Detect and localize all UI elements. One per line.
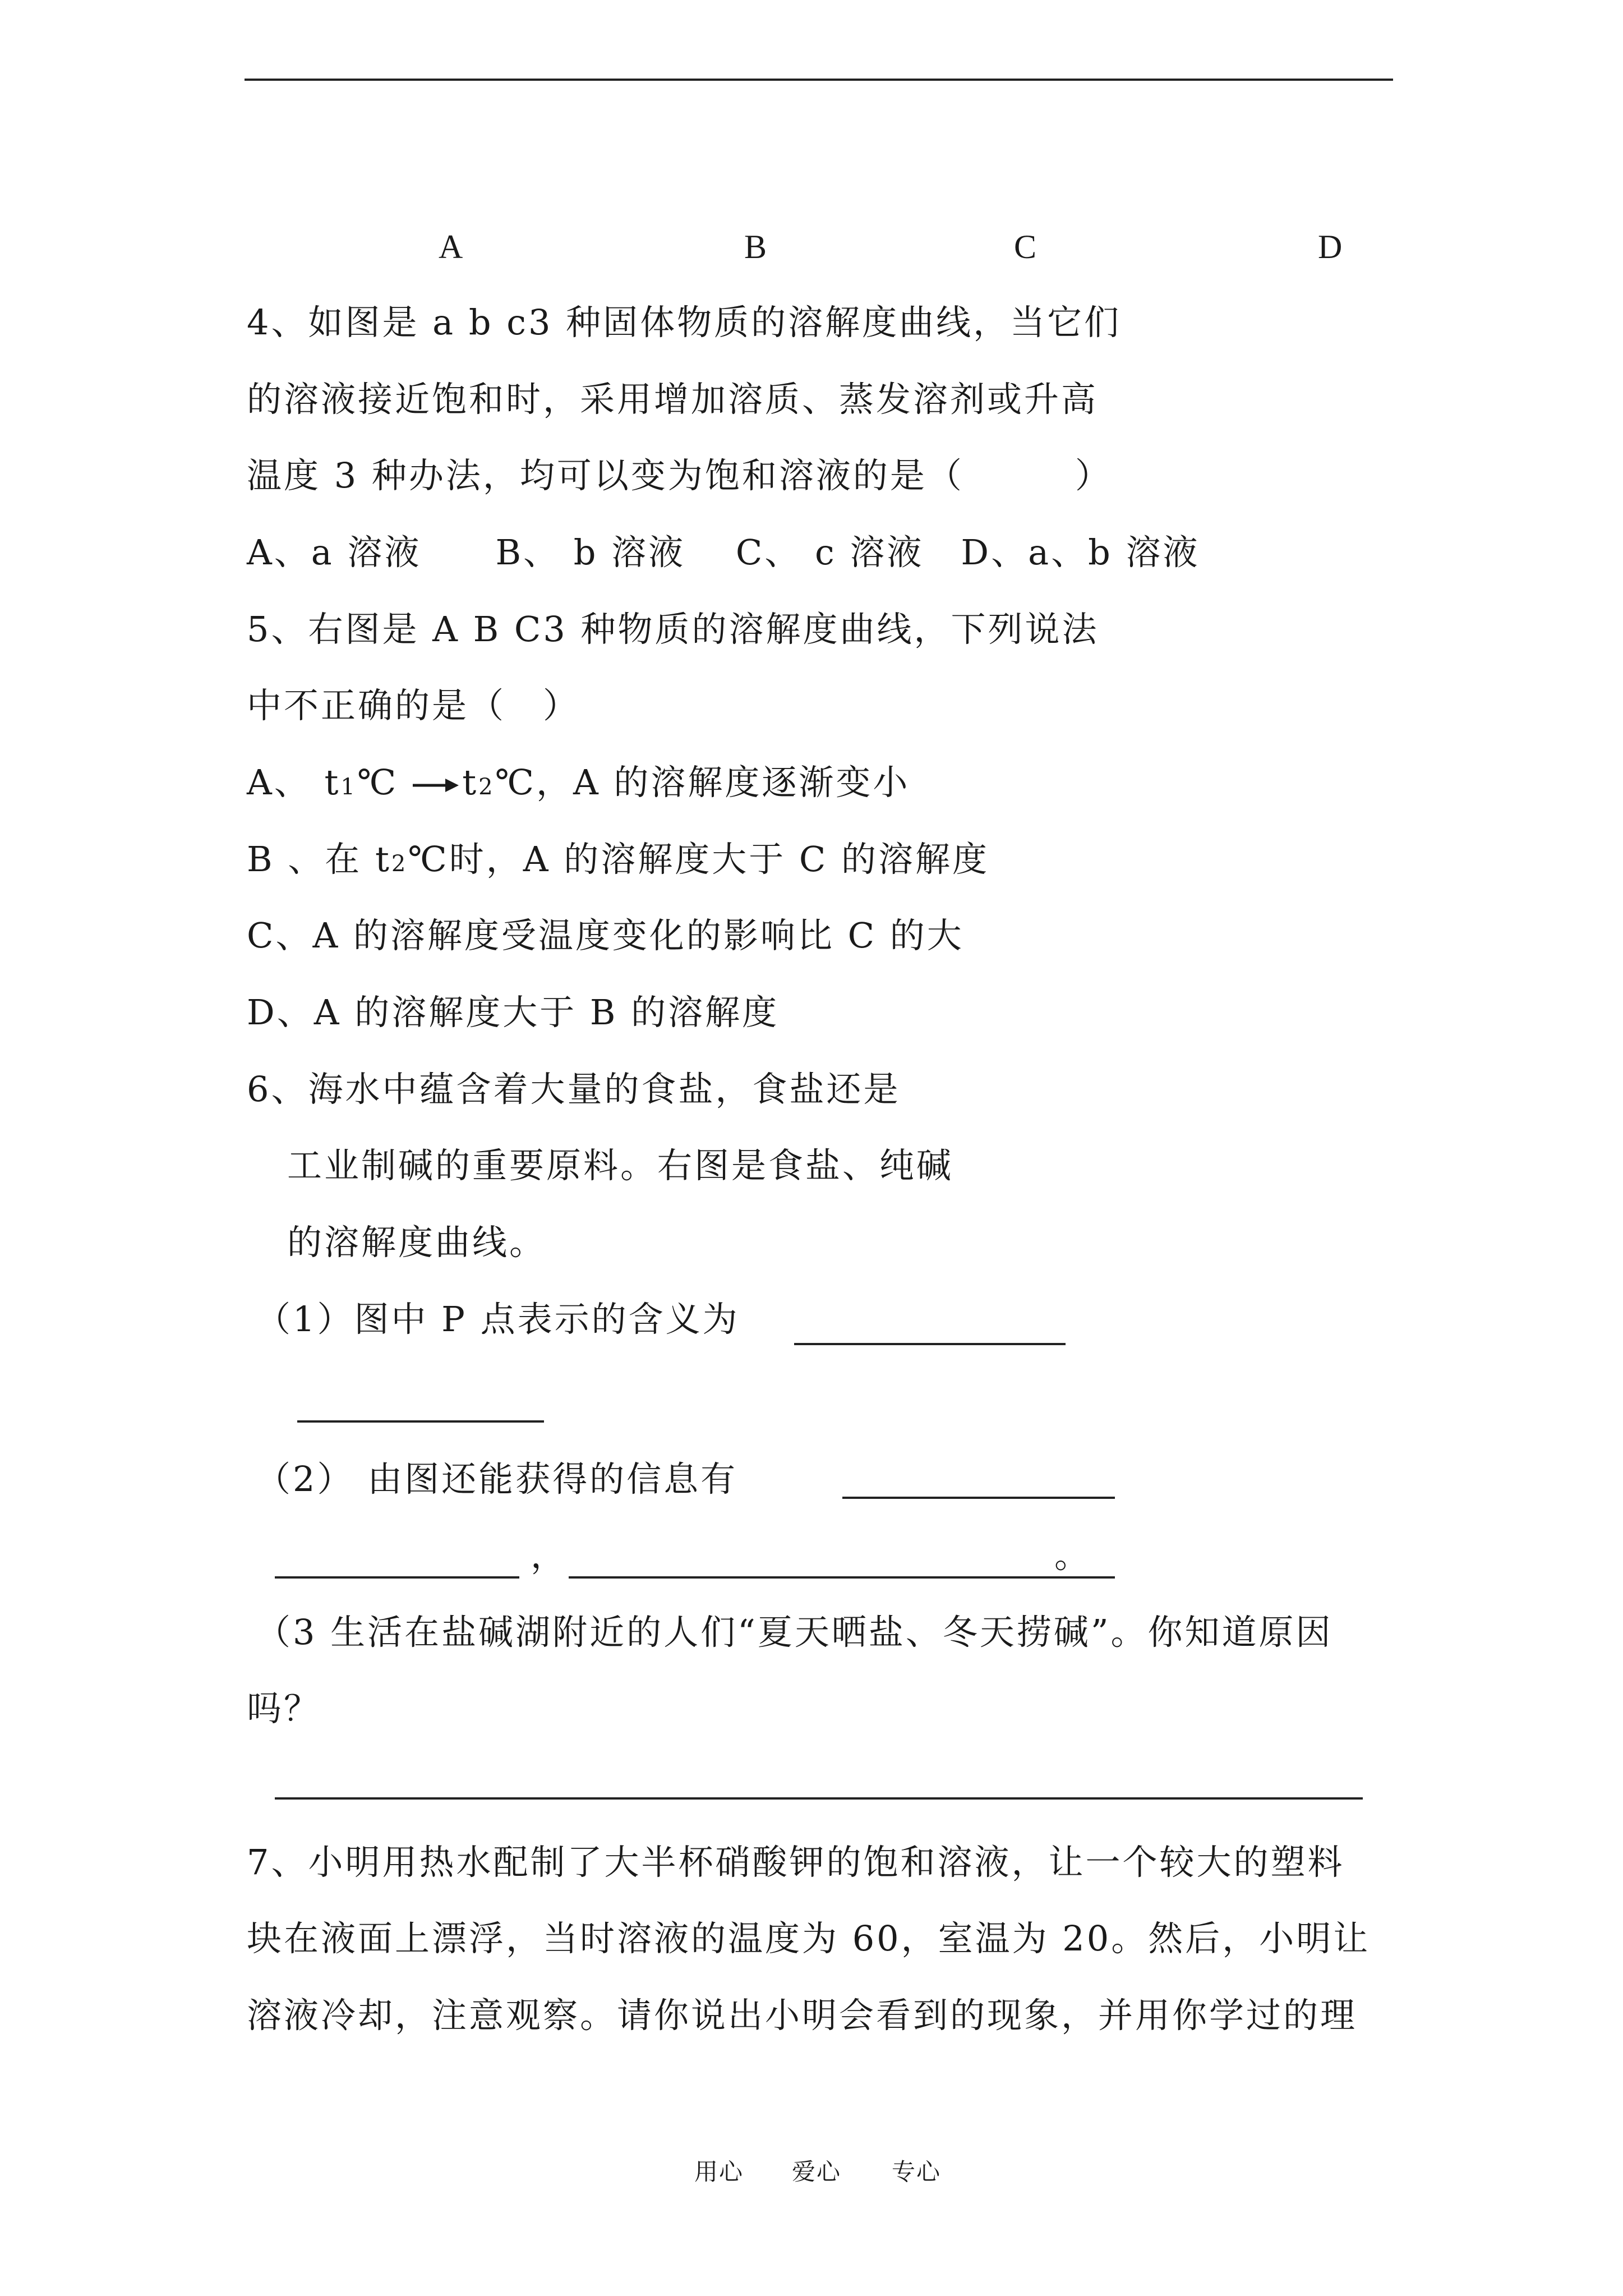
q5-a-sub1: 1 (340, 774, 357, 800)
q6-part-3-answer-blank[interactable] (275, 1797, 1363, 1800)
q5-b-sub: 2 (391, 851, 408, 877)
q7-line-2: 块在液面上漂浮，当时溶液的温度为 60，室温为 20。然后，小明让 (247, 1918, 1371, 1959)
header-rule (245, 79, 1393, 81)
footer-item-2: 爱心 (792, 2158, 842, 2185)
q4-line-3: 温度 3 种办法，均可以变为饱和溶液的是（ ） (247, 455, 1112, 496)
q5-a-rest: ℃，A 的溶解度逐渐变小 (495, 762, 910, 803)
q6-part-3-line-1: （3 生活在盐碱湖附近的人们“夏天晒盐、冬天捞碱”。你知道原因 (256, 1612, 1333, 1653)
q5-option-b (247, 837, 989, 886)
q5-option-a (247, 760, 910, 809)
q6-part-1-answer-blank-2[interactable] (297, 1420, 544, 1423)
option-label-a: A (439, 228, 463, 265)
q6-line-2: 工业制碱的重要原料。右图是食盐、纯碱 (287, 1145, 954, 1186)
q6-part-2-period: 。 (1054, 1535, 1092, 1576)
option-label-d: D (1318, 228, 1343, 265)
q5-line-2: 中不正确的是（ ） (247, 685, 580, 726)
q7-line-1: 7、小明用热水配制了大半杯硝酸钾的饱和溶液，让一个较大的塑料 (247, 1842, 1345, 1883)
q5-a-prefix: A、 t (247, 762, 341, 803)
q6-part-1-answer-blank[interactable] (794, 1343, 1066, 1345)
q6-part-2-answer-blank[interactable] (842, 1497, 1115, 1499)
q4-line-2: 的溶液接近饱和时，采用增加溶质、蒸发溶剂或升高 (247, 379, 1099, 420)
option-label-c: C (1014, 228, 1037, 265)
q5-a-sub2: 2 (478, 774, 495, 800)
footer-item-3: 专心 (892, 2158, 942, 2185)
q5-line-1: 5、右图是 A B C3 种物质的溶解度曲线，下列说法 (247, 609, 1099, 650)
q6-part-1-label: （1）图中 P 点表示的含义为 (256, 1299, 740, 1340)
footer-item-1: 用心 (694, 2158, 744, 2185)
q5-option-c: C、A 的溶解度受温度变化的影响比 C 的大 (247, 915, 964, 956)
right-arrow-icon (412, 774, 460, 797)
option-label-b: B (744, 228, 767, 265)
q6-part-2-comma: ， (531, 1535, 568, 1576)
q5-option-d: D、A 的溶解度大于 B 的溶解度 (247, 992, 780, 1033)
q6-part-2-label: （2） 由图还能获得的信息有 (256, 1458, 738, 1499)
q5-a-t2: t (462, 762, 479, 803)
q6-part-2-answer-blank-3[interactable] (569, 1576, 1115, 1579)
q6-line-3: 的溶解度曲线。 (287, 1222, 547, 1263)
q6-line-1: 6、海水中蕴含着大量的食盐，食盐还是 (247, 1069, 901, 1110)
q5-b-rest: ℃时，A 的溶解度大于 C 的溶解度 (408, 839, 990, 880)
q6-part-3-line-2: 吗？ (247, 1688, 321, 1729)
q4-line-1: 4、如图是 a b c3 种固体物质的溶解度曲线，当它们 (247, 302, 1122, 343)
q4-choices: A、a 溶液 B、 b 溶液 C、 c 溶液 D、a、b 溶液 (247, 532, 1200, 573)
q7-line-3: 溶液冷却，注意观察。请你说出小明会看到的现象，并用你学过的理 (247, 1995, 1358, 2036)
q5-b-prefix: B 、在 t (247, 839, 391, 880)
q6-part-2-answer-blank-2[interactable] (275, 1576, 519, 1579)
q5-a-degree: ℃ (357, 762, 399, 803)
